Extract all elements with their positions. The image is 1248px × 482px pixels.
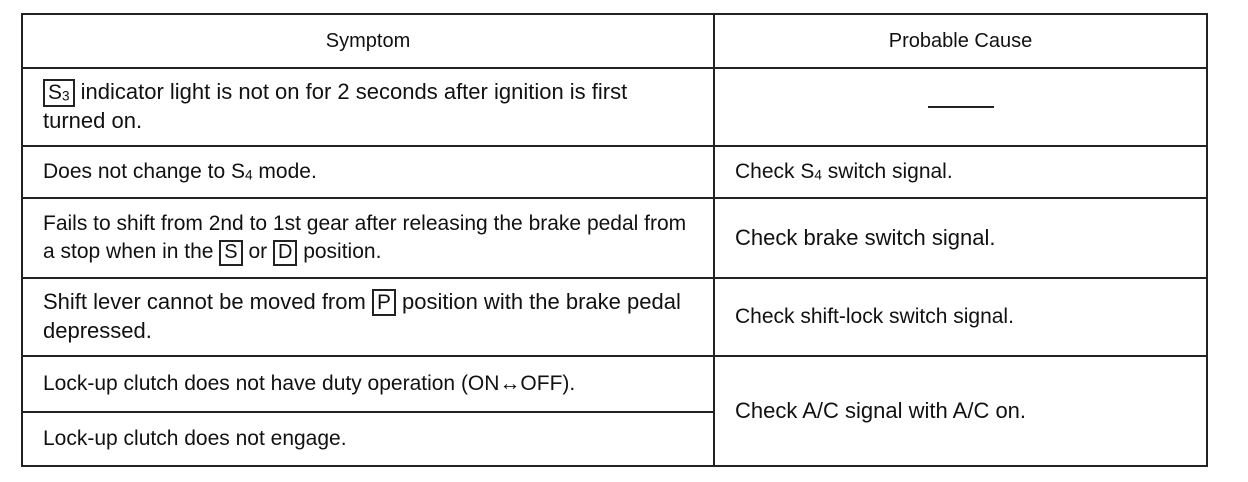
symptom-cell: Lock-up clutch does not have duty operation (ON↔OFF). <box>22 356 714 412</box>
cause-cell: Check brake switch signal. <box>714 198 1207 278</box>
cause-cell: Check A/C signal with A/C on. <box>714 356 1207 466</box>
no-cause-dash <box>928 106 994 108</box>
p-position-box: P <box>372 289 396 316</box>
cause-cell: Check $S_4$ switch signal. <box>714 146 1207 198</box>
s-position-box: S <box>219 240 242 266</box>
troubleshooting-table <box>21 13 1208 467</box>
table-row <box>22 278 1207 356</box>
table-row <box>22 146 1207 198</box>
symptom-text: indicator light is not on for 2 seconds after ignition is first turned on. <box>43 79 628 133</box>
table-row <box>22 198 1207 278</box>
cause-cell <box>714 68 1207 146</box>
s3-mode-box: $S_3$ <box>43 79 75 106</box>
symptom-cell <box>22 68 714 146</box>
symptom-cell: Lock-up clutch does not engage. <box>22 412 714 466</box>
d-position-box: D <box>273 240 297 266</box>
table-row <box>22 68 1207 146</box>
cause-cell: Check shift-lock switch signal. <box>714 278 1207 356</box>
symptom-header: Symptom <box>22 14 714 68</box>
header-row <box>22 14 1207 68</box>
symptom-cell: Fails to shift from 2nd to 1st gear after releasing the brake pedal from a stop when in the S or D position. <box>22 198 714 278</box>
table-row <box>22 356 1207 412</box>
probable-cause-header: Probable Cause <box>714 14 1207 68</box>
symptom-cell: Shift lever cannot be moved from P position with the brake pedal depressed. <box>22 278 714 356</box>
symptom-cell: Does not change to $S_4$ mode. <box>22 146 714 198</box>
